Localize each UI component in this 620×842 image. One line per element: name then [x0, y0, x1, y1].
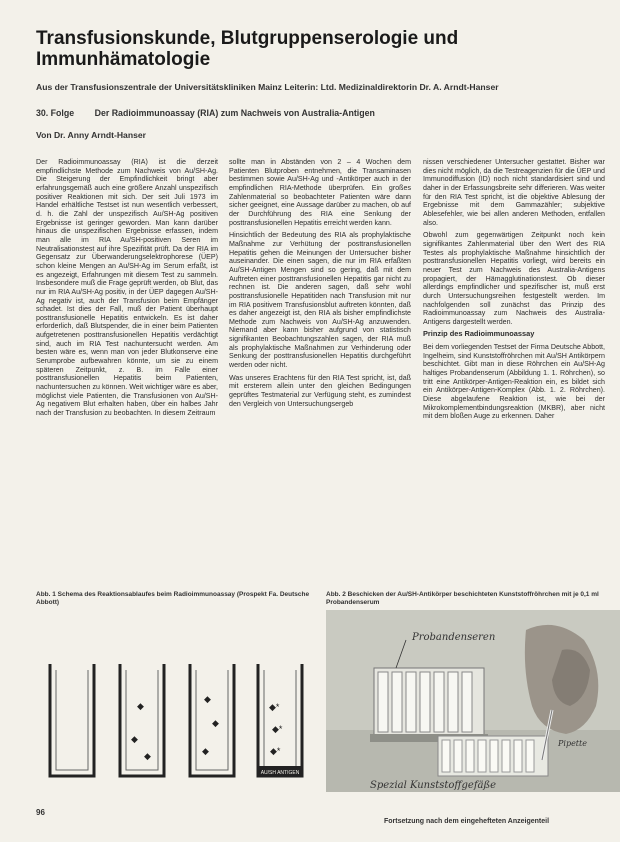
tube-4 [258, 664, 302, 776]
sample-tubes-front [438, 736, 548, 776]
antigen-label: AU/SH ANTIGEN [260, 770, 300, 776]
tube-3 [190, 664, 234, 776]
svg-text:◆: ◆ [202, 746, 209, 756]
label-probandenseren: Probandenseren [412, 632, 496, 643]
paragraph: sollte man in Abständen von 2 – 4 Wochen dem Patienten Blutproben entnehmen, die Transaminasen bestimmen sowie Au/SH-Ag und -Antikörper auch in der empfindlichen RIA-Methode überprüfen. Ein großes Zahlenmaterial so beobachteter Patienten wäre dann sicher geeignet, eine Aussage darüber zu machen, ob auf der Durchführung des RIA eine Senkung der posttransfusionellen Hepatitis erreicht werden kann. [229, 158, 411, 227]
label-spezial-kunststoffgefaesse: Spezial Kunststoffgefäße [370, 780, 497, 791]
paragraph: nissen verschiedener Untersucher gestattet. Bisher war dies nicht möglich, da die Testreagenzien für die ÜEP und Immunodiffusion (ID) noch nicht standardisiert sind und daher in der Erfassungsbreite sehr differieren. Was weiter für den RIA Test spricht, ist die objektive Ablesung der Ergebnisse mit dem Gammazähler; subjektive Ablesefehler, wie bei allen anderen Methoden, entfallen also. [423, 158, 605, 227]
figure-1-caption: Abb. 1 Schema des Reaktionsablaufes beim Radioimmunoassay (Prospekt Fa. Deutsche Abbott) [36, 591, 310, 606]
institution-line: Aus der Transfusionszentrale der Universitätskliniken Mainz Leiterin: Ltd. Medizinaldirektorin Dr. A. Arndt-Hanser [36, 82, 499, 92]
episode-number: 30. Folge [36, 108, 75, 118]
tube-1 [50, 664, 94, 776]
paragraph: Bei dem vorliegenden Testset der Firma Deutsche Abbott, Ingelheim, sind Kunststoffröhrchen mit Au/SH Antikörpern beschichtet. Gibt man in diese Röhrchen ein Au/SH-Ag haltiges Probandenserum (Abbildung 1. 1. Röhrchen), so tritt eine Antikörper-Antigen-Reaktion ein, es bildet sich ein Antikörper-Antigen-Komplex (Abb. 1. 2. Röhrchen). Diese abgelaufene Reaktion ist, wie bei der Mikrokomplementbindungsreaktion (MKBR), aber nicht mit dem bloßen Auge zu erkennen. Daher [423, 343, 605, 421]
svg-text:◆: ◆ [137, 701, 144, 711]
article-title: Transfusionskunde, Blutgruppenserologie und Immunhämatologie [36, 28, 459, 70]
text-column-2 [229, 158, 411, 412]
tube-rack [370, 668, 488, 742]
svg-text:◆*: ◆* [269, 702, 280, 712]
section-heading: Prinzip des Radioimmunoassay [423, 329, 535, 339]
svg-text:◆: ◆ [131, 734, 138, 744]
figure-2-caption: Abb. 2 Beschicken der Au/SH-Antikörper beschichteten Kunststoffröhrchen mit je 0,1 ml Probandenserum [326, 591, 599, 606]
svg-text:◆*: ◆* [270, 746, 281, 756]
paragraph: Was unseres Erachtens für den RIA Test spricht, ist, daß mit ersterem allein unter den gleichen Bedingungen geprüftes Testmaterial zur Verfügung steht, es zumindest den Vergleich von Untersuchungsergeb [229, 373, 411, 408]
svg-text:◆: ◆ [212, 718, 219, 728]
figure-1-reaction-schema [36, 614, 320, 784]
paragraph: Hinsichtlich der Bedeutung des RIA als prophylaktische Maßnahme zur Verhütung der posttransfusionellen Hepatitis gehen die Meinungen der Untersucher bisher auseinander. Die einen sagen, die nur im RIA erfaßten Au/SH-Antigen Mengen sind so gering, daß mit dem Auftreten einer posttransfusionellen Hepatitis gar nicht zu rechnen ist. Die anderen sagen, daß sehr wohl posttransfusionelle Hepatitiden nach Transfusion mit nur im RIA positivem Transfusionsblut auftreten könnten, daß es daher angezeigt ist, den RIA als bisher empfindlichste Methode zum Nachweis von Au/SH-Ag anzuwenden. Niemand aber kann bisher aufgrund von statistisch signifikanten Beobachtungszahlen sagen, der RIA muß als prophylaktische Maßnahmen zur Verhinderung oder Senkung der posttransfusionellen Hepatitis durchgeführt werden oder nicht. [229, 231, 411, 370]
figure-2-photo [326, 610, 620, 792]
text-column-3 [423, 158, 605, 425]
text-column-1 [36, 158, 218, 422]
continuation-note: Fortsetzung nach dem eingehefteten Anzeigenteil [384, 818, 550, 825]
svg-text:◆: ◆ [204, 694, 211, 704]
label-pipette: Pipette [558, 739, 587, 748]
author-line: Von Dr. Anny Arndt-Hanser [36, 130, 146, 140]
tube-2 [120, 664, 164, 776]
episode-line [36, 108, 606, 118]
page-number: 96 [36, 808, 45, 817]
svg-text:◆*: ◆* [272, 724, 283, 734]
paragraph: Obwohl zum gegenwärtigen Zeitpunkt noch kein signifikantes Zahlenmaterial über den Wert des RIA Testes als prophylaktische Maßnahme hinsichtlich der posttransfusionellen Hepatitis vorliegt, wird bereits ein neuer Test zum Nachweis des Australia-Antigens propagiert, der Hämagglutinationstest. Ob dieser allerdings empfindlicher und spezifischer ist, muß erst durch Untersuchungsreihen festgestellt werden. Im nachfolgenden soll zunächst das Prinzip des Radioimmunoassay zum Nachweis des Australia-Antigens dargestellt werden. [423, 231, 605, 326]
paragraph: Der Radioimmunoassay (RIA) ist die derzeit empfindlichste Methode zum Nachweis von Au/SH-Ag. Die Steigerung der Empfindlichkeit bringt aber erfahrungsgemäß auch eine größere Anzahl unspezifisch positiver Reaktionen mit sich. Der seit Juli 1973 im Handel erhältliche Testset ist nun wesentlich verbessert, d. h. die Zahl der unspezifisch Au/SH-Ag positiven Ergebnisse ist geringer geworden. Man kann darüber hinaus die unspezifischen Ergebnisse erfassen, indem man alle im RIA Au/SH-positiven Seren im Neutralisationstest auf ihre Spezifität prüft. Da der RIA im Gegensatz zur Überwanderungselektrophorese (ÜEP) schon kleine Mengen an Au/SH-Ag im Serum erfaßt, ist es angezeigt, Erfahrungen mit diesem Test zu sammeln. Insbesondere muß die Frage geprüft werden, ob Blut, das nur im RIA Au/SH-Ag positiv, in der ÜEP dagegen Au/SH-Ag negativ ist, auch der Transfusion beim Empfänger schadet. Ist dies der Fall, muß der Patient überhaupt posttransfusionelle Hepatitis entwickeln. Es ist daher erforderlich, daß Blutspender, die in einer beim Patienten aufgetretenen posttransfusionellen Hepatitis verdächtigt sind, auch im RIA Test nachuntersucht werden. Am besten wäre es, wenn man von jeder Blutkonserve eine Serumprobe aufbewahren könnte, um sie zu einem späteren Zeitpunkt, z. B. im Falle einer posttransfusionellen Hepatitis beim Patienten, nachuntersuchen zu können. Weit wichtiger wäre es aber, möglichst viele Patienten, die Transfusionen von Au/SH-Ag negativem Blut erhalten haben, über ein halbes Jahr nach der Transfusion zu beobachten. In diesem Zeitraum [36, 158, 218, 418]
svg-text:◆: ◆ [144, 751, 151, 761]
episode-title: Der Radioimmunoassay (RIA) zum Nachweis von Australia-Antigen [94, 108, 375, 118]
